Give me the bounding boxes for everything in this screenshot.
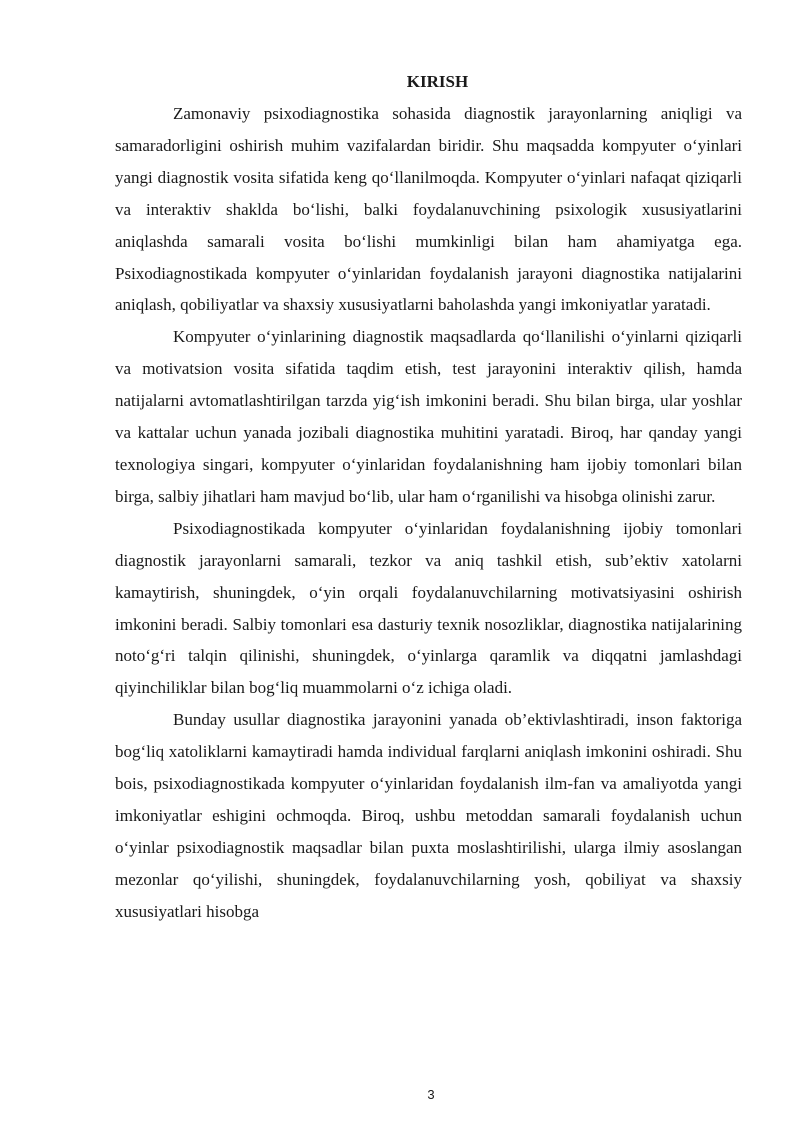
paragraph-1: Zamonaviy psixodiagnostika sohasida diagnostik jarayonlarning aniqligi va samaradorligini oshirish muhim vazifalardan biridir. Shu maqsadda kompyuter o‘yinlari yangi diagnostik vosita sifatida keng qo‘llanilmoqda. Kompyuter o‘yinlari nafaqat qiziqarli va interaktiv shaklda bo‘lishi, balki foydalanuvchining psixologik xususiyatlarini aniqlashda samarali vosita bo‘lishi mumkinligi bilan ham ahamiyatga ega. Psixodiagnostikada kompyuter o‘yinlaridan foydalanish jarayoni diagnostika natijalarini aniqlash, qobiliyatlar va shaxsiy xususiyatlarni baholashda yangi imkoniyatlar yaratadi. [115,104,742,315]
paragraph-2: Kompyuter o‘yinlarining diagnostik maqsadlarda qo‘llanilishi o‘yinlarni qiziqarli va motivatsion vosita sifatida taqdim etish, test jarayonini interaktiv qilish, hamda natijalarni avtomatlashtirilgan tarzda yig‘ish imkonini beradi. Shu bilan birga, ular yoshlar va kattalar uchun yanada jozibali diagnostika muhitini yaratadi. Biroq, har qanday yangi texnologiya singari, kompyuter o‘yinlaridan foydalanishning ham ijobiy tomonlari bilan birga, salbiy jihatlari ham mavjud bo‘lib, ular ham o‘rganilishi va hisobga olinishi zarur. [115,327,742,506]
page-number: 3 [427,1087,435,1102]
paragraph-4: Bunday usullar diagnostika jarayonini yanada ob’ektivlashtiradi, inson faktoriga bog‘liq xatoliklarni kamaytiradi hamda individual farqlarni aniqlash imkonini oshiradi. Shu bois, psixodiagnostikada kompyuter o‘yinlaridan foydalanish ilm-fan va amaliyotda yangi imkoniyatlar eshigini ochmoqda. Biroq, ushbu metoddan samarali foydalanish uchun o‘yinlar psixodiagnostik maqsadlar bilan puxta moslashtirilishi, ularga ilmiy asoslangan mezonlar qo‘yilishi, shuningdek, foydalanuvchilarning yosh, qobiliyat va shaxsiy xususiyatlari hisobga [115,710,742,921]
page-content [115,72,742,928]
paragraph-3: Psixodiagnostikada kompyuter o‘yinlaridan foydalanishning ijobiy tomonlari diagnostik jarayonlarni samarali, tezkor va aniq tashkil etish, sub’ektiv xatolarni kamaytirish, shuningdek, o‘yin orqali foydalanuvchilarning motivatsiyasini oshirish imkonini beradi. Salbiy tomonlari esa dasturiy texnik nosozliklar, diagnostika natijalarining noto‘g‘ri talqin qilinishi, shuningdek, o‘yinlarga qaramlik va diqqatni jamlashdagi qiyinchiliklar bilan bog‘liq muammolarni o‘z ichiga oladi. [115,518,742,698]
section-title: KIRISH [406,72,469,91]
